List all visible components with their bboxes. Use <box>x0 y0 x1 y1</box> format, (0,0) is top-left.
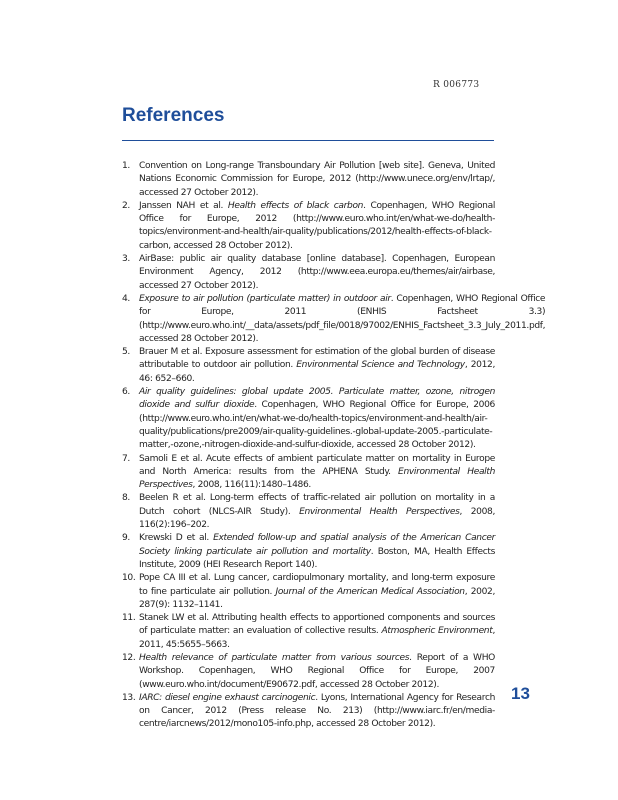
reference-item <box>122 160 495 200</box>
reference-item <box>122 532 495 572</box>
reference-text-segment: , 2008, 116(11):1480–1486. <box>192 480 311 491</box>
reference-text <box>139 572 495 612</box>
reference-item <box>122 293 546 346</box>
title-divider <box>122 140 494 141</box>
reference-number: 7. <box>122 453 130 464</box>
reference-title-italic: Environmental Health Perspectives <box>139 466 495 491</box>
reference-number: 5. <box>122 347 130 358</box>
reference-number: 13. <box>122 692 136 703</box>
reference-number: 6. <box>122 387 130 398</box>
reference-number: 3. <box>122 254 130 265</box>
reference-number: 10. <box>122 573 136 584</box>
reference-text-segment: . Boston, MA, Health Effects Institute, 2009 (HEI Research Report 140). <box>139 546 496 570</box>
reference-text <box>139 160 495 200</box>
reference-item <box>122 492 495 532</box>
reference-title-italic: Exposure to air pollution (particulate matter) in outdoor air <box>139 293 391 304</box>
reference-text-segment: , 2008, 116(2):196–202. <box>139 506 496 531</box>
reference-text <box>139 532 495 572</box>
reference-number: 1. <box>122 161 130 171</box>
reference-text-segment: . Report of a WHO Workshop. Copenhagen, WHO Regional Office for Europe, 2007 (www.euro.who.int/document/E90672.pdf, accessed 28 October 2012). <box>139 652 495 690</box>
reference-item <box>122 386 495 452</box>
reference-text-segment: . Copenhagen, WHO Regional Office for Europe, 2011 (ENHIS Factsheet 3.3) (http://www.euro.who.int/__data/assets/pdf_file/0018/97002/ENHIS_Factsheet_3.3_July_2011.pdf, accessed 28 October 2012). <box>139 293 546 344</box>
reference-number: 11. <box>122 613 136 624</box>
reference-title-italic: Atmospheric Environment <box>381 626 493 637</box>
reference-item <box>122 453 495 493</box>
reference-text <box>139 253 495 293</box>
reference-text <box>139 652 495 692</box>
reference-text-segment: Brauer M et al. Exposure assessment for estimation of the global burden of disease attributable to outdoor air pollution. <box>139 347 495 371</box>
reference-text-segment: Convention on Long-range Transboundary Air Pollution [web site]. Geneva, United Nations Economic Commission for Europe, 2012 (http://www.unece.org/env/lrtap/, accessed 27 October 2012). <box>139 161 495 198</box>
reference-text <box>139 692 495 732</box>
reference-text-segment: . Copenhagen, WHO Regional Office for Europe, 2006 (http://www.euro.who.int/en/what-we-do/health-topics/environment-and-health/air-quality/publications/pre2009/air-quality-guidelines.-global-update-2005.-particulate-matter,-ozone,-nitrogen-dioxide-and-sulfur-dioxide, accessed 28 October 2012). <box>139 400 495 451</box>
reference-title-italic: IARC: diesel engine exhaust carcinogenic <box>139 692 316 703</box>
reference-title-italic: Health relevance of particulate matter from various sources <box>139 652 410 663</box>
reference-item <box>122 652 495 692</box>
reference-text <box>139 492 495 532</box>
reference-text <box>139 612 495 652</box>
reference-text-segment: Samoli E et al. Acute effects of ambient particulate matter on mortality in Europe and North America: results from the APHENA Study. <box>139 453 495 477</box>
reference-text-segment: Krewski D et al. <box>139 533 214 544</box>
reference-text-segment: . Lyons, International Agency for Research on Cancer, 2012 (Press release No. 213) (http://www.iarc.fr/en/media-centre/iarcnews/2012/mono105-info.php, accessed 28 October 2012). <box>139 692 496 730</box>
reference-title-italic: Journal of the American Medical Association <box>275 586 465 597</box>
reference-item <box>122 346 495 386</box>
reference-text-segment: Janssen NAH et al. <box>139 200 228 211</box>
reference-number: 9. <box>122 533 130 544</box>
reference-item <box>122 253 495 293</box>
reference-item <box>122 692 495 732</box>
document-reference-id: R 006773 <box>433 80 480 90</box>
reference-number: 8. <box>122 493 130 504</box>
page-number: 13 <box>511 684 530 703</box>
reference-title-italic: Extended follow-up and spatial analysis of the American Cancer Society linking particulate air pollution and mortality <box>139 533 495 557</box>
reference-list <box>122 160 546 732</box>
page-title: References <box>122 105 225 126</box>
reference-title-italic: Health effects of black carbon <box>227 200 364 211</box>
reference-text <box>139 386 495 452</box>
reference-text-segment: , 2002, 287(9): 1132–1141. <box>139 586 495 610</box>
reference-text-segment: AirBase: public air quality database [online database]. Copenhagen, European Environment Agency, 2012 (http://www.eea.europa.eu/themes/air/airbase, accessed 27 October 2012). <box>139 254 495 291</box>
reference-item <box>122 572 495 612</box>
reference-item <box>122 612 495 652</box>
reference-text-segment: , 2011, 45:5655–5663. <box>139 626 495 650</box>
reference-text <box>139 346 495 386</box>
reference-text-segment: Pope CA III et al. Lung cancer, cardiopulmonary mortality, and long-term exposure to fine particulate air pollution. <box>139 573 495 597</box>
reference-text <box>139 293 545 346</box>
reference-number: 2. <box>122 200 130 211</box>
reference-number: 4. <box>122 293 130 304</box>
reference-title-italic: Environmental Science and Technology <box>296 360 465 371</box>
reference-text-segment: . Copenhagen, WHO Regional Office for Europe, 2012 (http://www.euro.who.int/en/what-we-do/health-topics/environment-and-health/air-quality/publications/2012/health-effects-of-black-carbon, accessed 28 October 2012). <box>139 200 495 251</box>
reference-item <box>122 200 495 253</box>
reference-text-segment: Beelen R et al. Long-term effects of traffic-related air pollution on mortality in a Dutch cohort (NLCS-AIR Study). <box>139 493 495 517</box>
reference-title-italic: Environmental Health Perspectives <box>299 506 460 517</box>
reference-number: 12. <box>122 652 136 663</box>
reference-text-segment: Stanek LW et al. Attributing health effects to apportioned components and sources of particulate matter: an evaluation of collective results. <box>139 613 495 637</box>
reference-text <box>139 200 495 253</box>
reference-text-segment: , 2012, 46: 652–660. <box>139 360 495 384</box>
reference-text <box>139 453 495 493</box>
reference-title-italic: Air quality guidelines: global update 2005. Particulate matter, ozone, nitrogen dioxide and sulfur dioxide <box>139 387 495 411</box>
